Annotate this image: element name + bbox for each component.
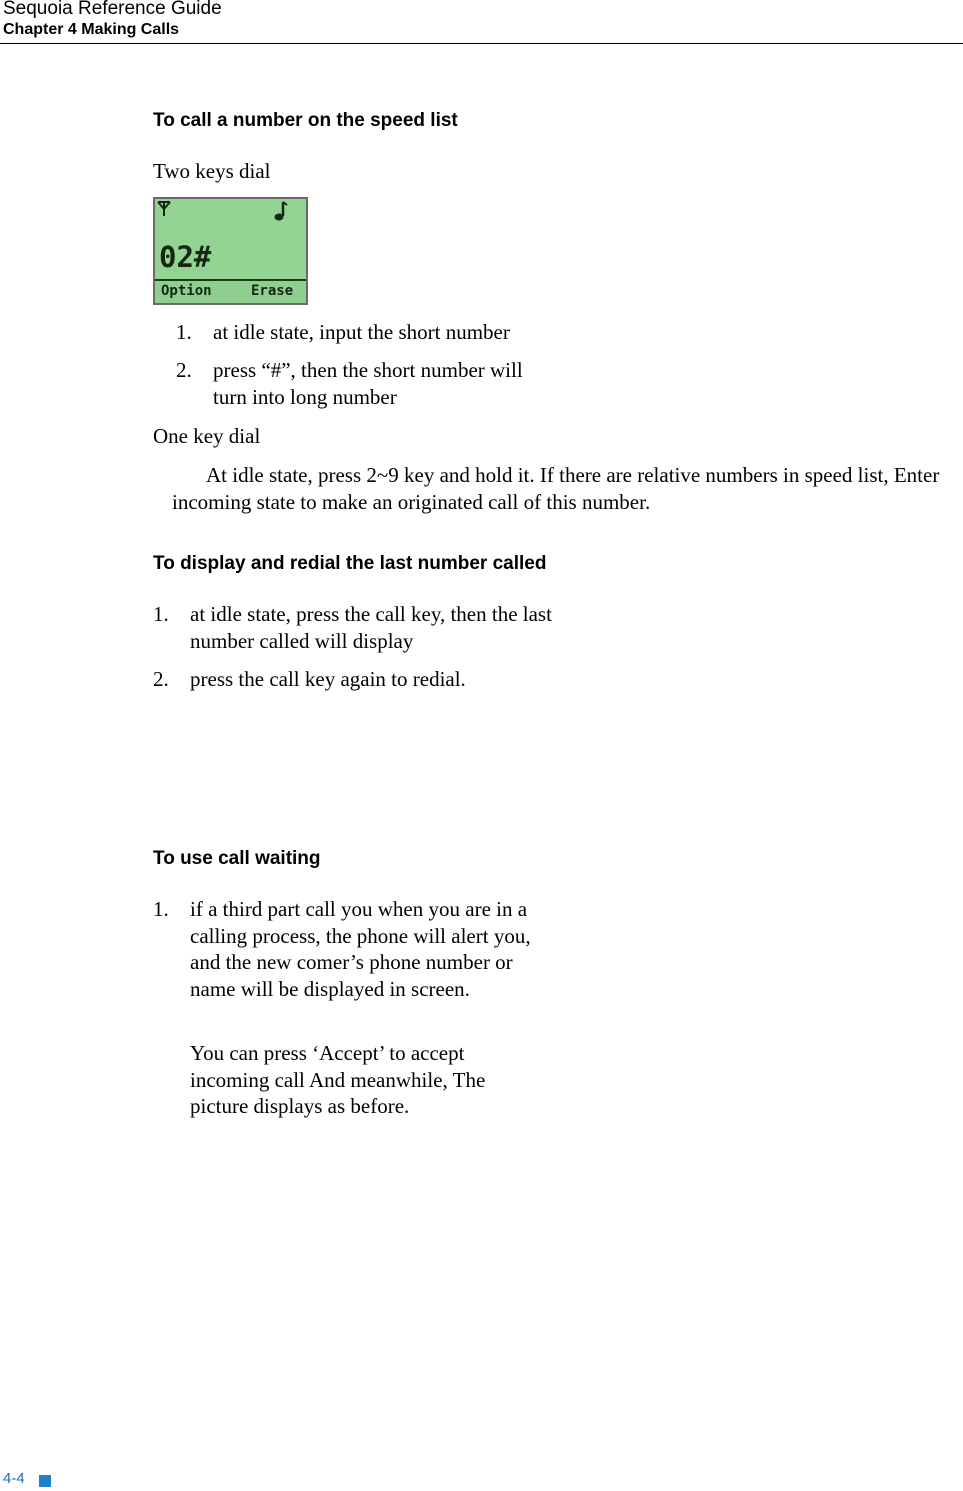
music-note-icon	[272, 200, 288, 222]
softkey-erase: Erase	[251, 283, 294, 299]
phone-screen-image	[153, 197, 308, 305]
redial-heading: To display and redial the last number called	[153, 553, 547, 574]
page-number: 4-4	[3, 1470, 25, 1487]
waiting-step-1-number: 1.	[153, 897, 169, 921]
softkey-option: Option	[161, 283, 212, 299]
chapter-title: Chapter 4 Making Calls	[3, 21, 180, 38]
softkey-bar	[155, 279, 306, 303]
one-key-dial-description: At idle state, press 2~9 key and hold it. If there are relative numbers in speed list, Enter incoming state to make an originated call of this number.	[172, 463, 940, 514]
speed-step-2-text: press “#”, then the short number will turn into long number	[213, 358, 523, 409]
waiting-step-1-text: if a third part call you when you are in a calling process, the phone will alert you, and the new comer’s phone number or name will be displayed in screen.	[190, 897, 531, 1001]
redial-step-2-number: 2.	[153, 667, 169, 691]
redial-step-1-text: at idle state, press the call key, then the last number called will display	[190, 602, 552, 653]
speed-step-1-number: 1.	[176, 320, 192, 344]
speed-step-2-number: 2.	[176, 358, 192, 382]
call-waiting-heading: To use call waiting	[153, 848, 321, 869]
redial-step-1-number: 1.	[153, 602, 169, 626]
redial-step-2-text: press the call key again to redial.	[190, 667, 466, 691]
speed-list-heading: To call a number on the speed list	[153, 110, 458, 131]
one-key-dial-label: One key dial	[153, 424, 261, 448]
waiting-note: You can press ‘Accept’ to accept incoming call And meanwhile, The picture displays as before.	[190, 1041, 486, 1118]
document-title: Sequoia Reference Guide	[3, 0, 222, 19]
antenna-icon	[157, 201, 171, 217]
screen-digits: 02#	[159, 240, 212, 274]
header-divider	[0, 43, 963, 44]
two-keys-dial-label: Two keys dial	[153, 159, 271, 183]
footer-marker	[39, 1475, 51, 1487]
speed-step-1-text: at idle state, input the short number	[213, 320, 510, 344]
